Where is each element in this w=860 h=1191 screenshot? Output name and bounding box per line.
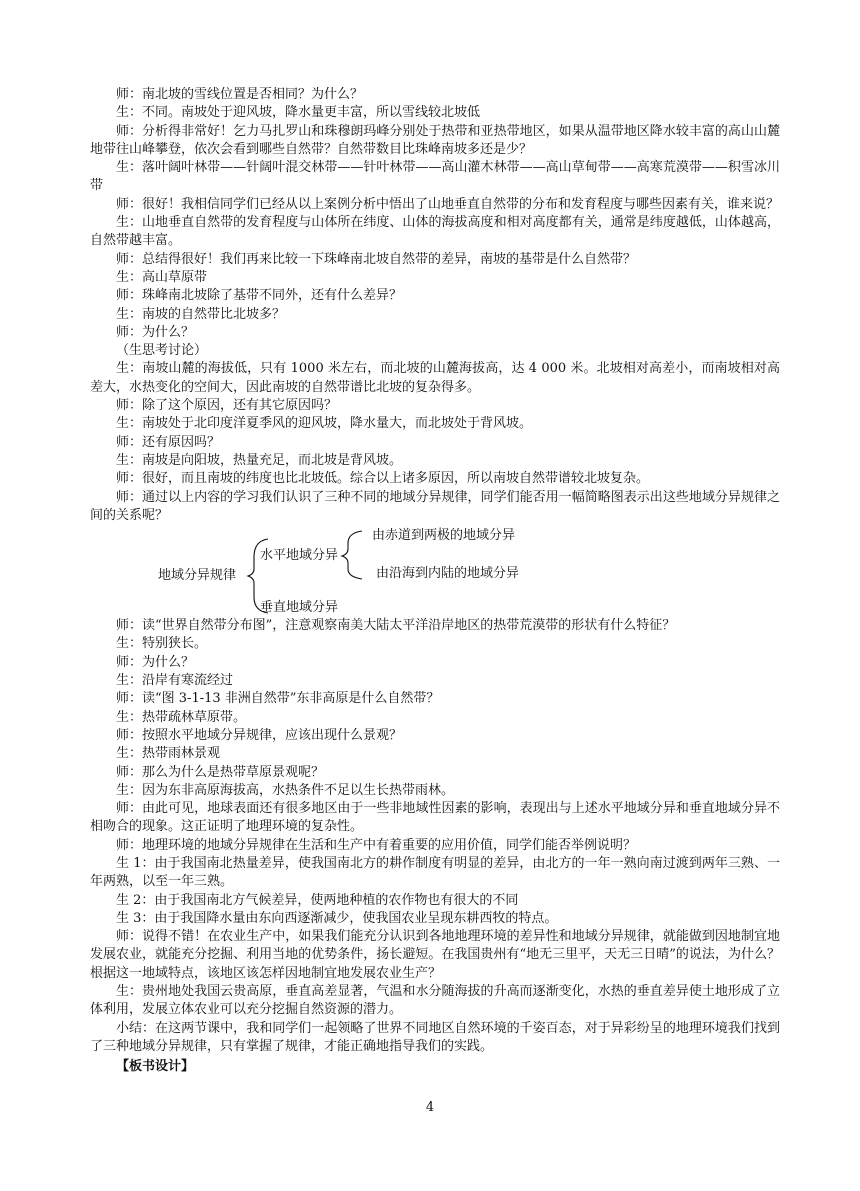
dialogue-line: 师：为什么？ [116, 324, 195, 340]
diagram-horizontal-sub1: 由赤道到两极的地域分异 [372, 528, 516, 544]
dialogue-line: 师：读“世界自然带分布图”，注意观察南美大陆太平洋沿岸地区的热带荒漠带的形状有什么特征？ [116, 618, 676, 634]
dialogue-line: 师：还有原因吗？ [116, 434, 221, 450]
page-number: 4 [425, 1100, 435, 1115]
dialogue-line: 师：读“图 3-1-13 非洲自然带”东非高原是什么自然带？ [116, 691, 440, 707]
dialogue-line: 师：珠峰南北坡除了基带不同外，还有什么差异？ [116, 288, 403, 304]
lesson-body [90, 86, 780, 1077]
diagram-horizontal-sub2: 由沿海到内陆的地域分异 [376, 566, 520, 582]
dialogue-line: 师：地理环境的地域分异规律在生活和生产中有着重要的应用价值，同学们能否举例说明？ [116, 837, 637, 853]
diagram-root-label: 地域分异规律 [158, 568, 237, 584]
dialogue-line: 师：按照水平地域分异规律，应该出现什么景观？ [116, 727, 403, 743]
diagram-horizontal-label: 水平地域分异 [260, 548, 339, 564]
dialogue-line: 师：说得不错！在农业生产中，如果我们能充分认识到各地地理环境的差异性和地域分异规律，就能做到因地制宜地发展农业，就能充分挖掘、利用当地的优势条件，扬长避短。在我国贵州有“地无三里平，天无三日晴”的说法，为什么？根据这一地域特点，该地区该怎样因地制宜地发展农业生产？ [90, 929, 780, 981]
dialogue-line: 生：山地垂直自然带的发育程度与山体所在纬度、山体的海拔高度和相对高度都有关，通常是纬度越低，山体越高，自然带越丰富。 [90, 215, 780, 249]
dialogue-line: 生：南坡是向阳坡，热量充足，而北坡是背风坡。 [116, 452, 403, 468]
dialogue-line: 师：很好，而且南坡的纬度也比北坡低。综合以上诸多原因，所以南坡自然带谱较北坡复杂。 [116, 471, 650, 487]
dialogue-line: 生：热带疏林草原带。 [116, 709, 247, 725]
dialogue-line: 师：总结得很好！我们再来比较一下珠峰南北坡自然带的差异，南坡的基带是什么自然带？ [116, 251, 637, 267]
differentiation-diagram [90, 527, 780, 617]
dialogue-line: 师：南北坡的雪线位置是否相同？为什么？ [116, 87, 364, 102]
dialogue-line: 生 2：由于我国南北方气候差异，使两地种植的农作物也有很大的不同 [116, 892, 519, 908]
board-design-heading: 【板书设计】 [116, 1059, 195, 1075]
dialogue-line: 生：热带雨林景观 [116, 746, 221, 762]
summary-paragraph: 小结：在这两节课中，我和同学们一起领略了世界不同地区自然环境的千姿百态，对于异彩纷呈的地理环境我们找到了三种地域分异规律，只有掌握了规律，才能正确地指导我们的实践。 [90, 1020, 780, 1054]
dialogue-line: 师：除了这个原因，还有其它原因吗？ [116, 398, 338, 414]
dialogue-line: 生：落叶阔叶林带——针阔叶混交林带——针叶林带——高山灌木林带——高山草甸带——高寒荒漠带——积雪冰川带 [90, 160, 780, 194]
dialogue-line: 师：很好！我相信同学们已经从以上案例分析中悟出了山地垂直自然带的分布和发育程度与哪些因素有关，谁来说？ [116, 196, 780, 212]
dialogue-line: 师：由此可见，地球表面还有很多地区由于一些非地域性因素的影响，表现出与上述水平地域分异和垂直地域分异不相吻合的现象。这正证明了地理环境的复杂性。 [90, 801, 780, 835]
dialogue-line: 生 3：由于我国降水量由东向西逐渐减少，使我国农业呈现东耕西牧的特点。 [116, 910, 558, 926]
dialogue-line: 师：分析得非常好！乞力马扎罗山和珠穆朗玛峰分别处于热带和亚热带地区，如果从温带地区降水较丰富的高山山麓地带往山峰攀登，依次会看到哪些自然带？自然带数目比珠峰南坡多还是少？ [90, 123, 780, 157]
dialogue-line: 生：不同。南坡处于迎风坡，降水量更丰富，所以雪线较北坡低 [116, 105, 481, 121]
dialogue-line: 生：贵州地处我国云贵高原，垂直高差显著，气温和水分随海拔的升高而逐渐变化，水热的垂直差异使土地形成了立体利用，发展立体农业可以充分挖掘自然资源的潜力。 [90, 984, 780, 1018]
dialogue-line: 师：通过以上内容的学习我们认识了三种不同的地域分异规律，同学们能否用一幅简略图表示出这些地域分异规律之间的关系呢？ [90, 489, 780, 523]
diagram-vertical-label: 垂直地域分异 [260, 600, 339, 616]
dialogue-line: （生思考讨论） [116, 343, 208, 359]
dialogue-line: 生：高山草原带 [116, 269, 208, 285]
dialogue-line: 师：那么为什么是热带草原景观呢？ [116, 764, 325, 780]
dialogue-line: 生：沿岸有寒流经过 [116, 673, 234, 689]
dialogue-line: 生：因为东非高原海拔高，水热条件不足以生长热带雨林。 [116, 782, 455, 798]
dialogue-line: 生：南坡的自然带比北坡多？ [116, 306, 286, 322]
dialogue-line: 生：特别狭长。 [116, 636, 208, 652]
dialogue-line: 生：南坡山麓的海拔低，只有 1000 米左右，而北坡的山麓海拔高，达 4 000 米。北坡相对高差小，而南坡相对高差大，水热变化的空间大，因此南坡的自然带谱比北坡的复杂得多。 [90, 361, 780, 395]
dialogue-line: 师：为什么？ [116, 654, 195, 670]
dialogue-line: 生：南坡处于北印度洋夏季风的迎风坡，降水量大，而北坡处于背风坡。 [116, 416, 533, 432]
dialogue-line: 生 1：由于我国南北热量差异，使我国南北方的耕作制度有明显的差异，由北方的一年一熟向南过渡到两年三熟、一年两熟，以至一年三熟。 [90, 855, 780, 890]
